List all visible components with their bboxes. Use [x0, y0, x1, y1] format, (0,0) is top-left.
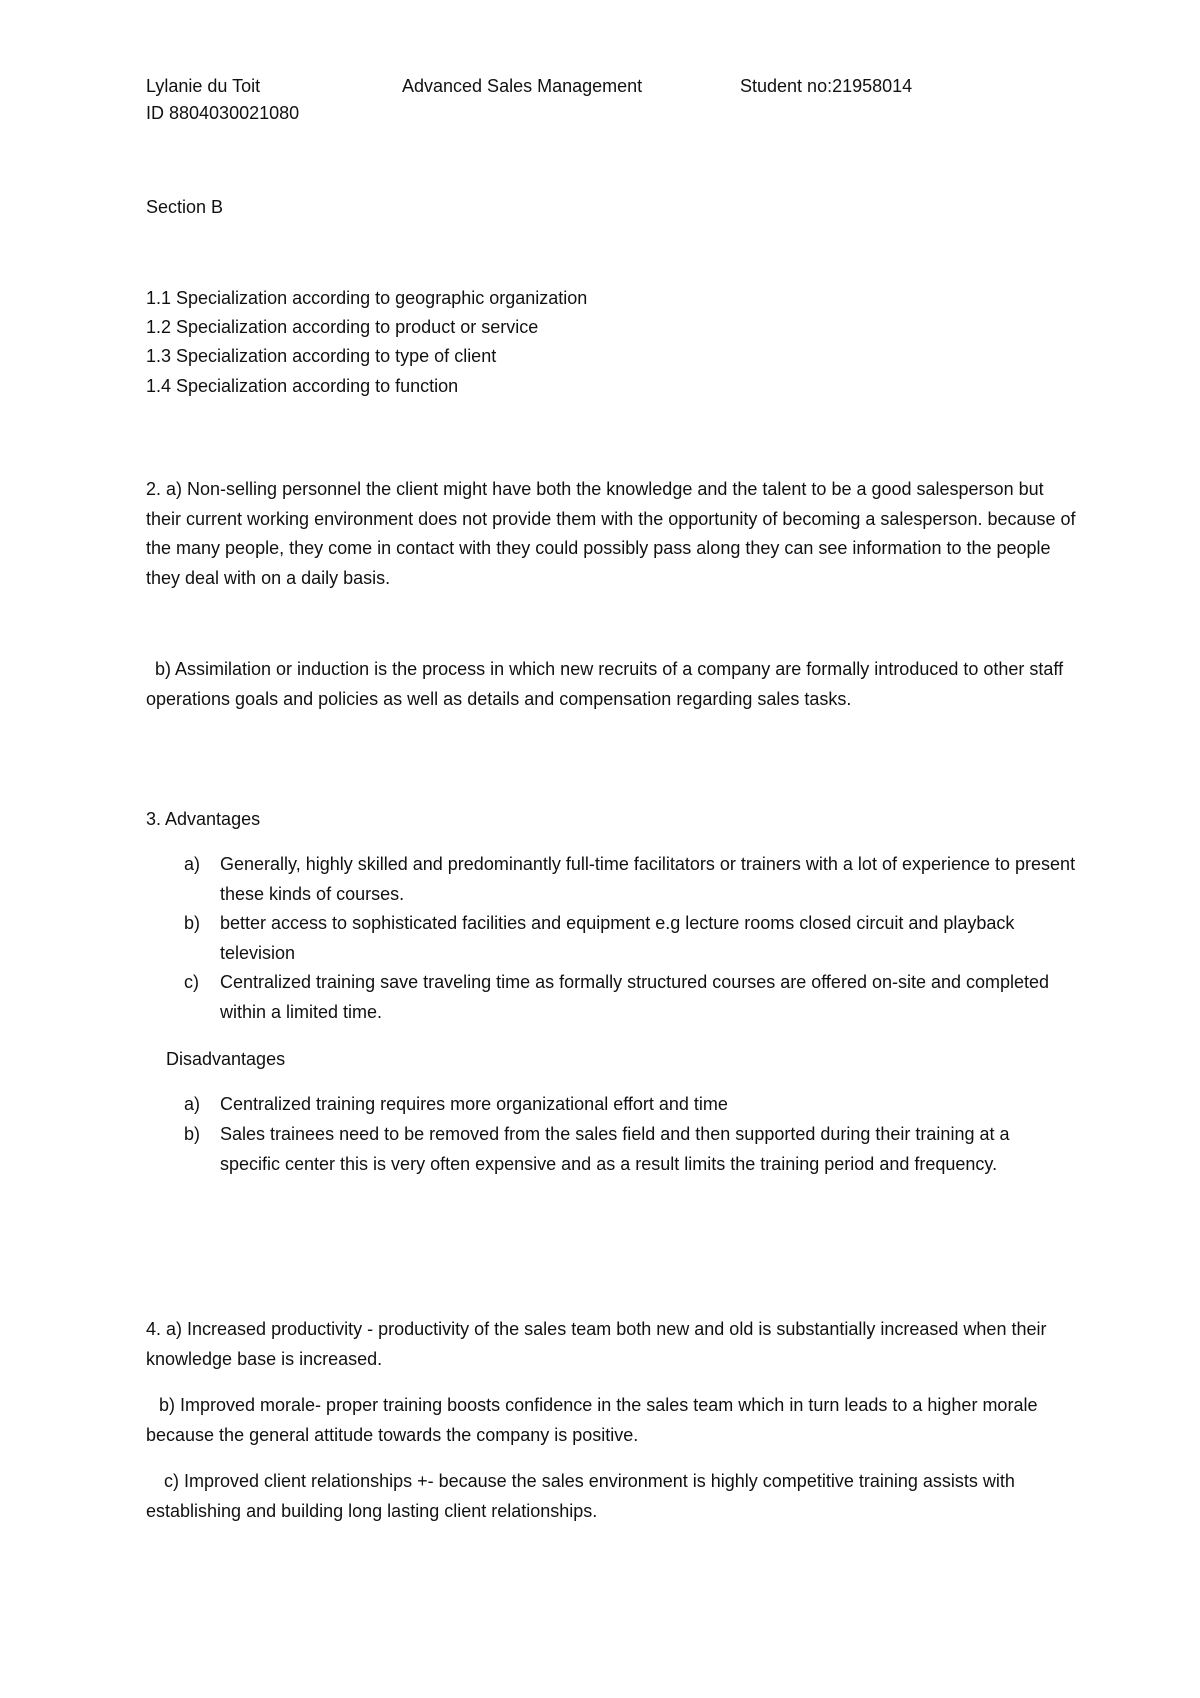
q4b-paragraph: b) Improved morale- proper training boosts confidence in the sales team which in turn leads to a higher morale because the general attitude towards the company is positive. — [146, 1395, 1038, 1445]
student-number: Student no:21958014 — [740, 76, 913, 96]
q1-item: 1.1 Specialization according to geographic organization — [146, 288, 588, 308]
advantage-text: Centralized training save traveling time as formally structured courses are offered on-site and completed within a limited time. — [220, 972, 1050, 1022]
q1-item: 1.3 Specialization according to type of client — [146, 346, 497, 366]
q1-item: 1.4 Specialization according to function — [146, 376, 459, 396]
advantage-label: b) — [184, 913, 201, 933]
disadvantage-text: Sales trainees need to be removed from the sales field and then supported during their training at a specific center this is very often expensive and as a result limits the training period and frequency. — [220, 1124, 1010, 1174]
advantage-label: c) — [184, 972, 199, 992]
q3-disadvantages-heading: Disadvantages — [166, 1049, 286, 1069]
course-title: Advanced Sales Management — [402, 76, 643, 96]
advantage-text: Generally, highly skilled and predominantly full-time facilitators or trainers with a lot of experience to present these kinds of courses. — [220, 854, 1076, 904]
disadvantage-text: Centralized training requires more organizational effort and time — [220, 1094, 728, 1114]
q2b-paragraph: b) Assimilation or induction is the process in which new recruits of a company are formally introduced to other staff operations goals and policies as well as details and compensation regarding sales tasks. — [146, 659, 1064, 709]
id-number: ID 8804030021080 — [146, 103, 300, 123]
q2a-paragraph: 2. a) Non-selling personnel the client might have both the knowledge and the talent to be a good salesperson but their current working environment does not provide them with the opportunity of becoming a salesperson. because of the many people, they come in contact with they could possibly pass along they can see information to the people they deal with on a daily basis. — [146, 479, 1076, 588]
q4c-paragraph: c) Improved client relationships +- because the sales environment is highly competitive training assists with establishing and building long lasting client relationships. — [146, 1471, 1015, 1521]
disadvantage-label: a) — [184, 1094, 201, 1114]
section-title: Section B — [146, 197, 224, 217]
q3-advantages-heading: 3. Advantages — [146, 809, 261, 829]
advantage-text: better access to sophisticated facilities and equipment e.g lecture rooms closed circuit and playback television — [220, 913, 1015, 963]
author-name: Lylanie du Toit — [146, 76, 261, 96]
disadvantage-label: b) — [184, 1124, 201, 1144]
advantage-label: a) — [184, 854, 201, 874]
q1-item: 1.2 Specialization according to product or service — [146, 317, 539, 337]
q4a-paragraph: 4. a) Increased productivity - productivity of the sales team both new and old is substantially increased when their knowledge base is increased. — [146, 1319, 1047, 1369]
